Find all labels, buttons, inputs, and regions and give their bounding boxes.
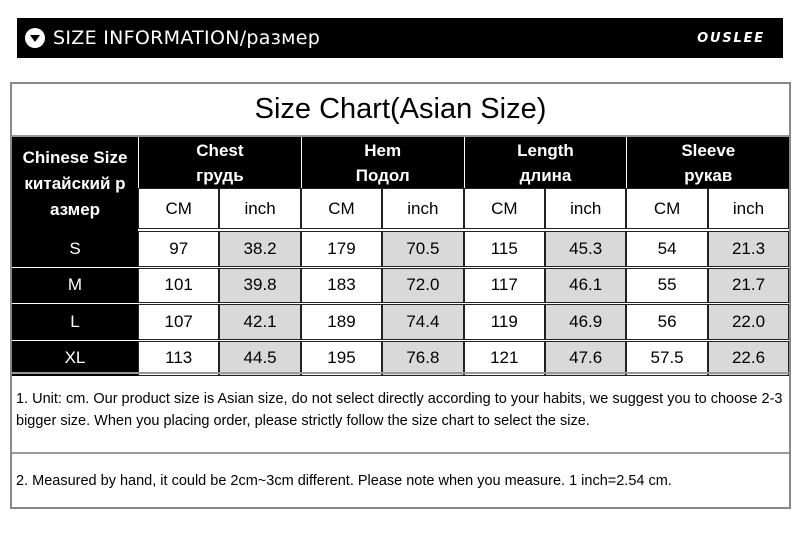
table-cell: 189 — [301, 304, 382, 340]
group-header-chest — [138, 137, 301, 188]
table-cell: 101 — [138, 268, 219, 304]
unit-header: CM — [464, 188, 545, 229]
table-cell: 21.7 — [708, 268, 789, 304]
table-cell: 195 — [301, 341, 382, 377]
table-cell: 21.3 — [708, 231, 789, 267]
size-label: L — [12, 304, 138, 340]
group-header-hem — [301, 137, 464, 188]
group-label-ru: рукав — [684, 165, 733, 185]
unit-header: inch — [219, 188, 300, 229]
size-column-header — [12, 137, 138, 231]
table-cell: 46.9 — [545, 304, 626, 340]
table-cell: 117 — [464, 268, 545, 304]
table-cell: 47.6 — [545, 341, 626, 377]
brand-logo: OUSLEE — [697, 30, 765, 46]
table-cell: 121 — [464, 341, 545, 377]
unit-header: CM — [301, 188, 382, 229]
table-cell: 46.1 — [545, 268, 626, 304]
size-header-line: Chinese Size — [22, 148, 128, 167]
table-cell: 72.0 — [382, 268, 463, 304]
group-label-en: Chest — [196, 140, 244, 160]
table-cell: 45.3 — [545, 231, 626, 267]
table-cell: 76.8 — [382, 341, 463, 377]
table-cell: 115 — [464, 231, 545, 267]
table-cell: 179 — [301, 231, 382, 267]
table-cell: 57.5 — [626, 341, 707, 377]
group-header-sleeve — [626, 137, 789, 188]
size-label: M — [12, 268, 138, 304]
table-cell: 97 — [138, 231, 219, 267]
size-label: XL — [12, 341, 138, 377]
group-label-ru: Подол — [355, 165, 410, 185]
chart-title: Size Chart(Asian Size) — [12, 84, 789, 137]
group-label-en: Sleeve — [681, 140, 736, 160]
table-cell: 42.1 — [219, 304, 300, 340]
table-cell: 107 — [138, 304, 219, 340]
table-cell: 22.0 — [708, 304, 789, 340]
unit-header: CM — [138, 188, 219, 229]
size-header-line: китайский р — [24, 174, 126, 193]
table-cell: 22.6 — [708, 341, 789, 377]
table-cell: 74.4 — [382, 304, 463, 340]
table-cell: 70.5 — [382, 231, 463, 267]
note-measurement: 2. Measured by hand, it could be 2cm~3cm different. Please note when you measure. 1 inch=2.54 cm. — [16, 472, 672, 489]
table-cell: 54 — [626, 231, 707, 267]
chevron-down-icon — [25, 28, 45, 48]
table-cell: 44.5 — [219, 341, 300, 377]
group-header-length — [464, 137, 627, 188]
table-cell: 183 — [301, 268, 382, 304]
unit-header: CM — [626, 188, 707, 229]
group-label-en: Length — [517, 140, 574, 160]
size-label: S — [12, 231, 138, 267]
table-cell: 119 — [464, 304, 545, 340]
note-unit: 1. Unit: cm. Our product size is Asian size, do not select directly according to your habits, we suggest you to choose 2-3 bigger size. When you placing order, please strictly follow the size chart to select the size. — [12, 372, 789, 454]
group-label-en: Hem — [364, 140, 402, 160]
banner-title: SIZE INFORMATION/размер — [53, 27, 321, 49]
group-label-ru: длина — [519, 165, 572, 185]
table-cell: 39.8 — [219, 268, 300, 304]
size-chart — [10, 82, 791, 509]
unit-header: inch — [382, 188, 463, 229]
size-info-banner — [17, 18, 783, 58]
group-label-ru: грудь — [196, 165, 244, 185]
table-cell: 38.2 — [219, 231, 300, 267]
size-header-line: азмер — [49, 200, 101, 219]
table-cell: 56 — [626, 304, 707, 340]
unit-header: inch — [545, 188, 626, 229]
table-cell: 55 — [626, 268, 707, 304]
unit-header: inch — [708, 188, 789, 229]
table-cell: 113 — [138, 341, 219, 377]
